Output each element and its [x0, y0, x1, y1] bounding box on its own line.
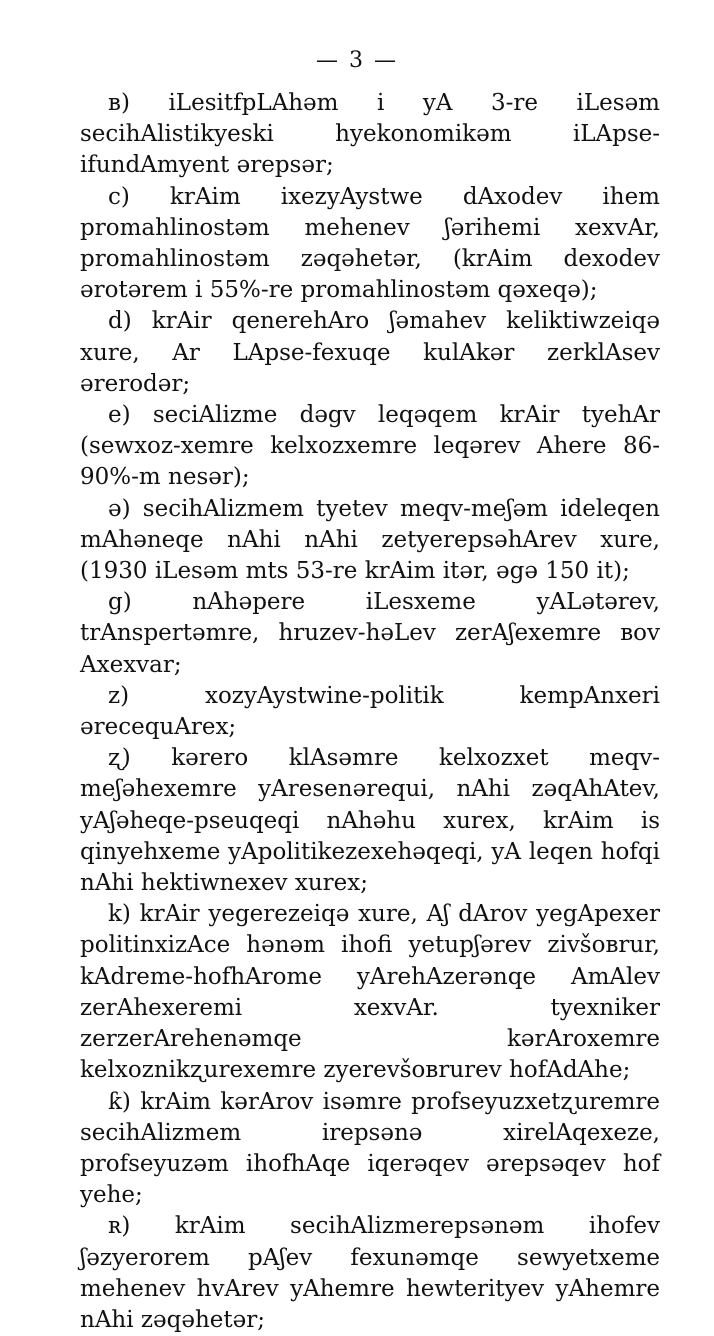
list-item-g: g) nAhəpere iLesxeme yALətərev, trAnspertəmre, hruzev-həLev zerAʃexemre вov Axexvar;: [80, 589, 660, 678]
list-item-k: k) krAir yegerezeiqə xure, Aʃ dArov yegApexer politinxizAce hənəm ihofi yetupʃərev zivšoвrur, kAdreme-hofhArome yArehAzerənqe AmAlev zerAhexeremi xexvAr. tyexniker zerzerArehenəmqe kərAroxemre kelxoznikʐurexemre zyerevšoвrurev hofAdAhe;: [80, 901, 660, 1084]
list-item-r: ʀ) krAim secihAlizmerepsənəm ihofev ʃəzyerorem pAʃev fexunəmqe sewyetxeme mehenev hvArev yAhemre hewterityev yAhemre nAhi zəqəhetər;: [80, 1213, 660, 1333]
list-item-schwa: ə) secihAlizmem tyetev meqv-meʃəm ideleqen mAhəneqe nAhi nAhi zetyerepsəhArev xure, (1930 iLesəm mts 53-re krAim itər, əgə 150 it);: [80, 495, 660, 585]
list-item-k-hook: ƙ) krAim kərArov isəmre profseyuzxetʐuremre secihAlizmem irepsənə xirelAqexeze, profseyuzəm ihofhAqe iqerəqev ərepsəqev hof yehe;: [80, 1088, 660, 1209]
list-item-v: в) iLesitfpLAhəm i yA 3-re iLesəm secihAlistikyeski hyekonomikəm iLApse-ifundAmyent ərepsər;: [80, 90, 660, 179]
list-item-d: d) krAir qenerehAro ʃəmahev keliktiwzeiqə xure, Ar LApse-fexuqe kulAkər zerklAsev ərerodər;: [80, 308, 660, 397]
page-number: — 3 —: [316, 48, 398, 73]
body-text: [80, 88, 660, 1336]
list-item-z-hook: ʐ) kərero klAsəmre kelxozxet meqv-meʃəhexemre yAresenərequi, nAhi zəqAhAtev, yAʃəheqe-pseuqeqi nAhəhu xurex, krAim is qinyehxeme yApolitikezexehəqeqi, yA leqen hofqi nAhi hektiwnexev xurex;: [80, 745, 660, 897]
list-item-z: z) xozyAystwine-politik kempAnxeri ərecequArex;: [80, 682, 660, 741]
list-item-c: c) krAim ixezyAystwe dAxodev ihem promahlinostəm mehenev ʃərihemi xexvAr, promahlinostəm zəqəhetər, (krAim dexodev ərotərem i 55%-re promahlinostəm qəxeqə);: [80, 183, 660, 304]
list-item-e: e) seciAlizme dəgv leqəqem krAir tyehAr (sewxoz-xemre kelxozxemre leqərev Ahere 86-90%-m nesər);: [80, 402, 660, 491]
